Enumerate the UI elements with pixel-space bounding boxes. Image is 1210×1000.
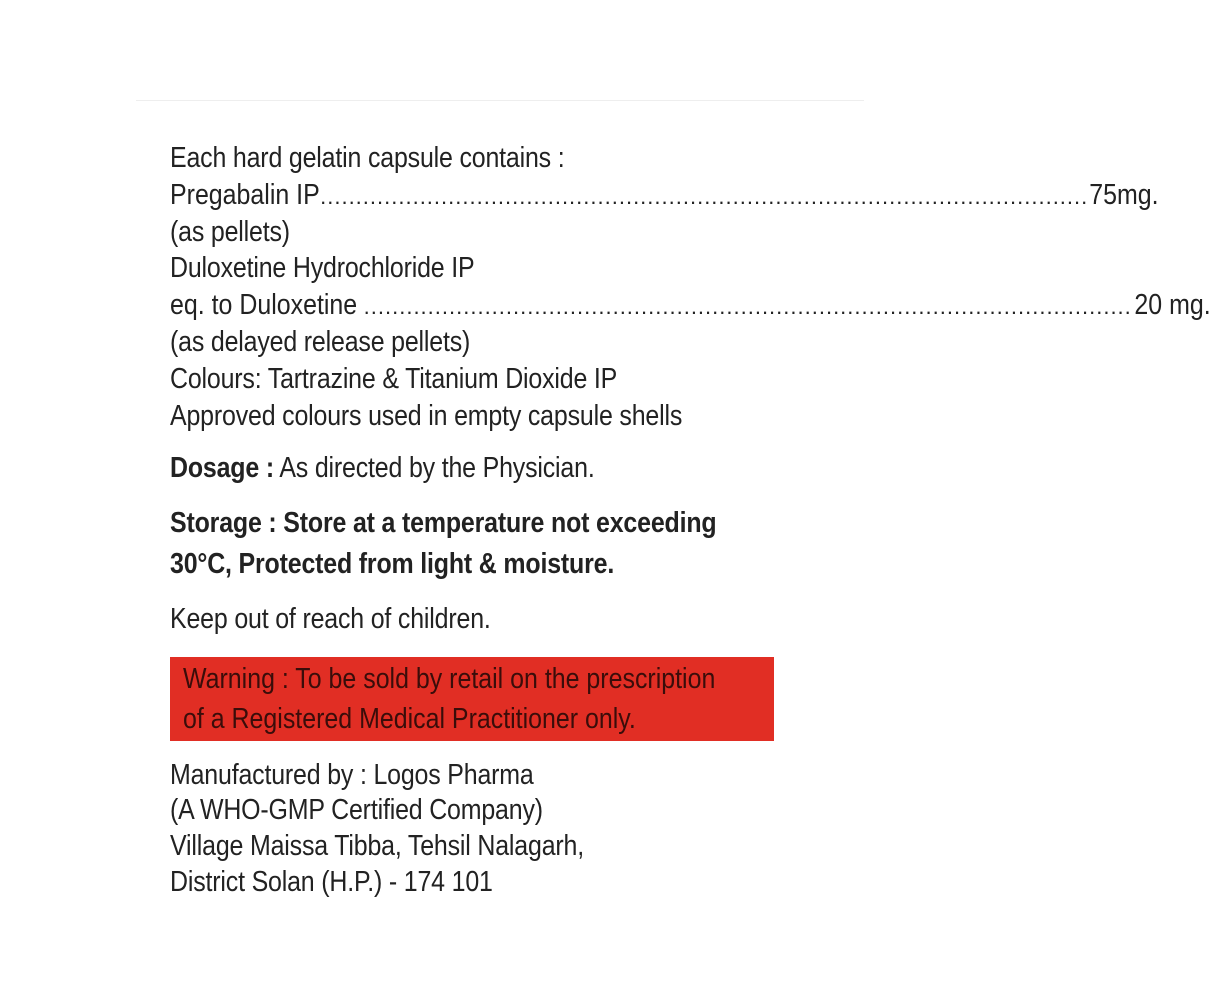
dosage-line [170, 450, 595, 486]
composition-header: Each hard gelatin capsule contains : [170, 142, 565, 174]
manufacturer-line-2: (A WHO-GMP Certified Company) [170, 794, 543, 826]
storage-line-2: 30°C, Protected from light & moisture. [170, 548, 615, 580]
colours-line: Colours: Tartrazine & Titanium Dioxide IP [170, 363, 618, 395]
approved-colours-line: Approved colours used in empty capsule shells [170, 400, 683, 432]
warning-line-2: of a Registered Medical Practitioner only. [183, 703, 636, 735]
top-divider [136, 100, 864, 101]
ingredient-note: (as delayed release pellets) [170, 326, 471, 358]
dosage-text: As directed by the Physician. [273, 452, 595, 484]
ingredient-duloxetine: Duloxetine Hydrochloride IP [170, 252, 475, 284]
ingredient-note: (as pellets) [170, 216, 290, 248]
ingredient-amount: 75mg. [1089, 179, 1159, 211]
keep-out-notice: Keep out of reach of children. [170, 603, 491, 635]
ingredient-amount: 20 mg. [1134, 289, 1210, 321]
ingredient-label: Pregabalin IP [170, 179, 320, 211]
leader-dots: ............................................................................................................ [363, 294, 1132, 319]
manufacturer-line-1: Manufactured by : Logos Pharma [170, 759, 534, 791]
ingredient-pregabalin [170, 177, 1159, 213]
leader-dots: ............................................................................................................ [320, 184, 1089, 209]
storage-line-1: Storage : Store at a temperature not exceeding [170, 507, 717, 539]
warning-line-1: Warning : To be sold by retail on the prescription [183, 663, 716, 695]
manufacturer-line-3: Village Maissa Tibba, Tehsil Nalagarh, [170, 830, 584, 862]
ingredient-duloxetine-equivalent [170, 287, 1210, 323]
dosage-label: Dosage : [170, 452, 274, 484]
ingredient-label: eq. to Duloxetine [170, 289, 358, 321]
manufacturer-line-4: District Solan (H.P.) - 174 101 [170, 866, 493, 898]
